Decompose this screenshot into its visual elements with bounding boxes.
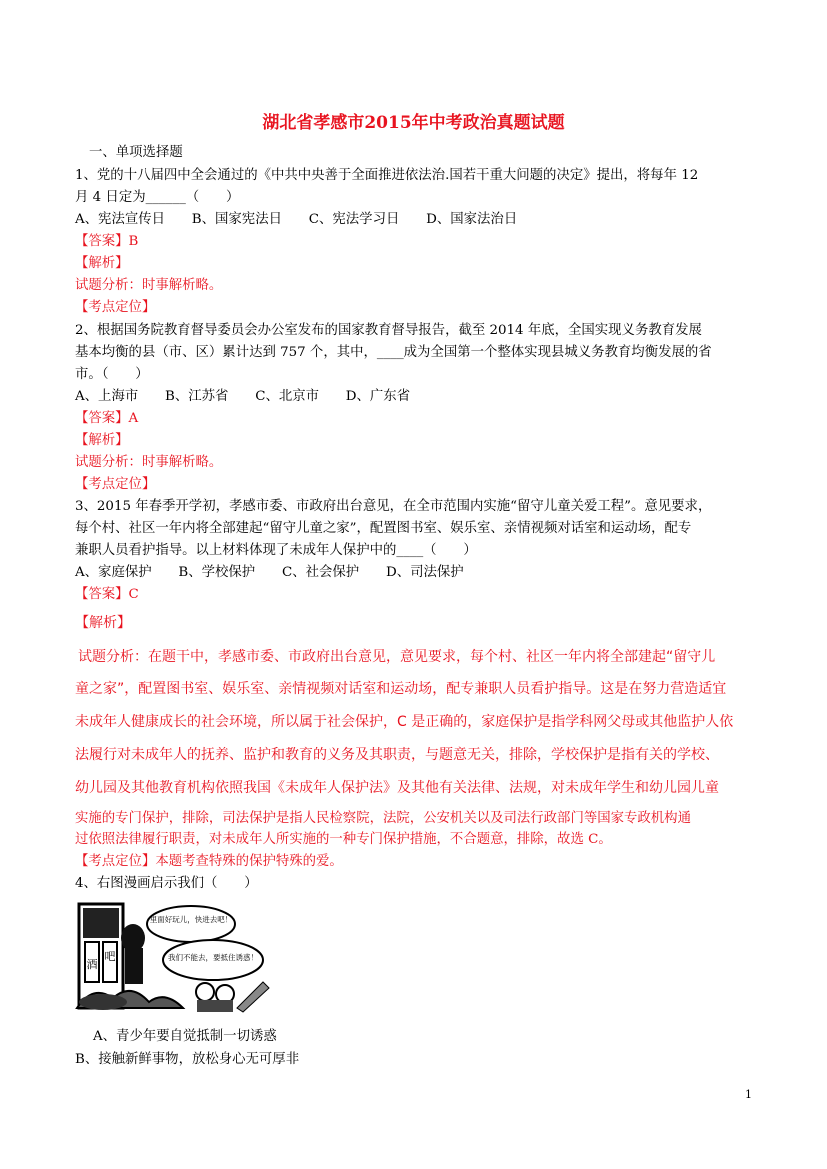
q3-analysis-line: 过依照法律履行职责，对未成年人所实施的一种专门保护措施，不合题意，排除，故选 C。 bbox=[75, 832, 612, 847]
q3-analysis-heading: 【解析】 bbox=[75, 615, 131, 631]
cartoon-sign-bar: 吧 bbox=[104, 950, 116, 963]
q4-stem: 4、右图漫画启示我们（ ） bbox=[75, 876, 258, 891]
q1-analysis-heading: 【解析】 bbox=[75, 256, 129, 271]
q2-stem-line2: 基本均衡的县（市、区）累计达到 757 个，其中，____成为全国第一个整体实现县城义务教育均衡发展的省 bbox=[75, 345, 712, 360]
page-number: 1 bbox=[745, 1088, 752, 1101]
q2-knowledge-point: 【考点定位】 bbox=[75, 477, 156, 492]
q2-options: A、上海市 B、江苏省 C、北京市 D、广东省 bbox=[75, 389, 411, 404]
q1-knowledge-point: 【考点定位】 bbox=[75, 300, 156, 315]
cartoon-bubble-1: 里面好玩儿，快进去吧！ bbox=[149, 915, 233, 924]
q3-analysis-line: 法履行对未成年人的抚养、监护和教育的义务及其职责，与题意无关，排除，学校保护是指有关的学校、 bbox=[75, 747, 719, 763]
q2-analysis: 试题分析：时事解析略。 bbox=[75, 455, 223, 470]
q3-analysis-line: 童之家”，配置图书室、娱乐室、亲情视频对话室和运动场，配专兼职人员看护指导。这是在努力营造适宜 bbox=[75, 681, 727, 697]
q3-analysis-line: 实施的专门保护，排除，司法保护是指人民检察院，法院，公安机关以及司法行政部门等国家专政机构通 bbox=[75, 811, 691, 826]
q3-analysis-line: 幼儿园及其他教育机构依照我国《未成年人保护法》及其他有关法律、法规，对未成年学生和幼儿园儿童 bbox=[75, 780, 719, 796]
q1-options: A、宪法宣传日 B、国家宪法日 C、宪法学习日 D、国家法治日 bbox=[75, 212, 518, 227]
q2-stem-line1: 2、根据国务院教育督导委员会办公室发布的国家教育督导报告，截至 2014 年底，全国实现义务教育发展 bbox=[75, 323, 702, 338]
q3-stem-line1: 3、2015 年春季开学初，孝感市委、市政府出台意见，在全市范围内实施“留守儿童关爱工程”。意见要求， bbox=[75, 499, 712, 514]
cartoon-illustration bbox=[73, 898, 273, 1016]
q3-analysis-line: 试题分析：在题干中，孝感市委、市政府出台意见，意见要求，每个村、社区一年内将全部建起“留守儿 bbox=[78, 649, 716, 665]
q4-option-b: B、接触新鲜事物，放松身心无可厚非 bbox=[75, 1052, 300, 1067]
q3-stem-line3: 兼职人员看护指导。以上材料体现了未成年人保护中的____（ ） bbox=[75, 543, 477, 558]
q4-option-a: A、青少年要自觉抵制一切诱惑 bbox=[93, 1029, 277, 1044]
q1-stem-line2: 月 4 日定为______（ ） bbox=[75, 190, 240, 205]
q1-analysis: 试题分析：时事解析略。 bbox=[75, 278, 223, 293]
q1-answer: 【答案】B bbox=[75, 234, 139, 249]
q3-answer: 【答案】C bbox=[75, 587, 139, 602]
q2-analysis-heading: 【解析】 bbox=[75, 433, 129, 448]
q1-stem-line1: 1、党的十八届四中全会通过的《中共中央善于全面推进依法治.国若干重大问题的决定》提出，将每年 12 bbox=[75, 168, 699, 183]
cartoon-sign-wine: 酒 bbox=[86, 958, 98, 971]
cartoon-bubble-2: 我们不能去，要抵住诱惑！ bbox=[168, 953, 258, 962]
page-title: 湖北省孝感市2015年中考政治真题试题 bbox=[262, 113, 565, 133]
q3-knowledge-point: 【考点定位】本题考查特殊的保护特殊的爱。 bbox=[75, 854, 343, 869]
q3-stem-line2: 每个村、社区一年内将全部建起“留守儿童之家”，配置图书室、娱乐室、亲情视频对话室和运动场，配专 bbox=[75, 521, 692, 536]
q2-stem-line3: 市。（ ） bbox=[75, 367, 149, 382]
q3-analysis-line: 未成年人健康成长的社会环境，所以属于社会保护，C 是正确的，家庭保护是指学科网父母或其他监护人依 bbox=[75, 714, 734, 730]
section-heading: 一、单项选择题 bbox=[89, 145, 183, 160]
q2-answer: 【答案】A bbox=[75, 411, 139, 426]
q3-options: A、家庭保护 B、学校保护 C、社会保护 D、司法保护 bbox=[75, 565, 464, 580]
